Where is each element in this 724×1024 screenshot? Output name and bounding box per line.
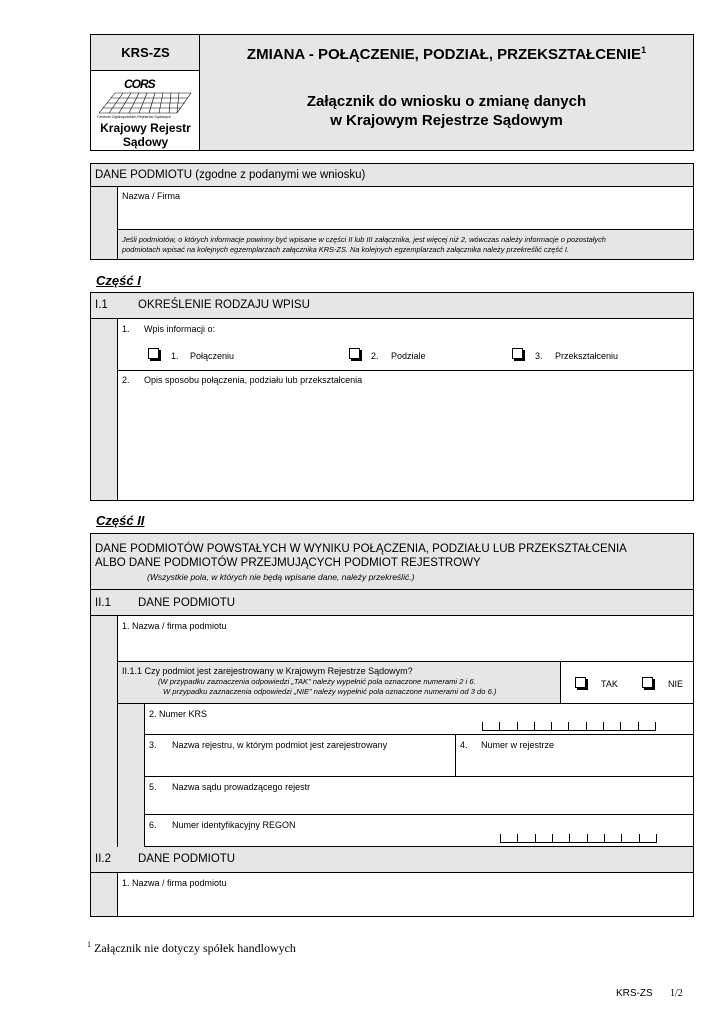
court-name-number: 5.: [149, 782, 157, 792]
entity-name-label: Nazwa / Firma: [122, 191, 181, 201]
part1-left-margin: [91, 319, 118, 500]
regon-field[interactable]: [145, 815, 693, 847]
registry-name-line2: Sądowy: [122, 135, 169, 149]
footnote: [87, 940, 296, 956]
section-ii1-heading-bar: [91, 590, 693, 616]
no-checkbox[interactable]: [642, 677, 653, 688]
part2-heading-note: (Wszystkie pola, w których nie będą wpisane dane, należy przekreślić.): [147, 572, 415, 582]
krs-question-note2: W przypadku zaznaczenia odpowiedzi „NIE” należy wypełnić pola oznaczone numerami od 3 do 6.): [163, 687, 497, 696]
title-cell: [200, 35, 693, 150]
cors-logo-subtext: Centrum Ogólnopolskich Rejestrów Sądowych: [97, 115, 171, 119]
logo-cell: [91, 71, 200, 150]
regon-number: 6.: [149, 820, 157, 830]
method-description-label: Opis sposobu połączenia, podziału lub przekształcenia: [144, 375, 363, 385]
footer-form-code: KRS-ZS: [616, 988, 653, 999]
entity-note-line1: Jeśli podmiotów, o których informacje powinny być wpisane w części II lub III załącznika, jest więcej niż 2, wówczas należy informacje o pozostałych: [122, 235, 606, 244]
section-ii1-title: DANE PODMIOTU: [138, 597, 236, 609]
form-title-text: ZMIANA - POŁĄCZENIE, PODZIAŁ, PRZEKSZTAŁCENIE: [246, 46, 642, 63]
part2-heading-bar: [91, 534, 693, 590]
register-number-label: Numer w rejestrze: [481, 740, 555, 750]
regon-label: Numer identyfikacyjny REGON: [172, 820, 296, 830]
transformation-option-number: 3.: [535, 351, 543, 361]
krs-number-comb: [482, 722, 656, 731]
fields-inner-margin: [118, 704, 145, 847]
krs-number-field[interactable]: [145, 704, 693, 735]
form-title-footnote-mark: 1: [641, 45, 647, 55]
part2-title: Część II: [96, 513, 145, 528]
division-option-label: Podziale: [391, 351, 426, 361]
division-checkbox[interactable]: [349, 348, 360, 359]
section-ii1-left-margin: [91, 616, 118, 847]
method-description-field[interactable]: [118, 371, 693, 500]
entity-note-cell: [118, 230, 693, 259]
merger-checkbox[interactable]: [148, 348, 159, 359]
ii1-entity-name-label: 1. Nazwa / firma podmiotu: [122, 621, 227, 631]
section-ii2-title: DANE PODMIOTU: [138, 853, 236, 865]
part2-section: [90, 533, 694, 917]
form-title: [200, 45, 693, 63]
ii2-entity-name-label: 1. Nazwa / firma podmiotu: [122, 878, 227, 888]
entry-type-field: [118, 319, 693, 371]
merger-option-number: 1.: [171, 351, 179, 361]
transformation-option-label: Przekształceniu: [555, 351, 619, 361]
krs-answer-cell: [560, 662, 693, 703]
entity-note-line2: podmiotach wpisać na kolejnych egzemplarzach załącznika KRS-ZS. Na kolejnych egzemplarzach załącznika należy przekreślić część I.: [122, 245, 569, 254]
footnote-text: Załącznik nie dotyczy spółek handlowych: [94, 941, 296, 955]
court-name-label: Nazwa sądu prowadzącego rejestr: [172, 782, 311, 792]
krs-number-label: 2. Numer KRS: [149, 709, 208, 719]
transformation-checkbox[interactable]: [512, 348, 523, 359]
cors-logo-grid: [97, 89, 193, 115]
section-i1-title: OKREŚLENIE RODZAJU WPISU: [138, 299, 310, 311]
entry-type-label: Wpis informacji o:: [144, 324, 216, 334]
krs-question-note1: (W przypadku zaznaczenia odpowiedzi „TAK” należy wypełnić pola oznaczone numerami 2 i 6.: [158, 677, 476, 686]
section-ii2-heading-bar: [91, 847, 693, 873]
merger-option-label: Połączeniu: [190, 351, 235, 361]
cors-logo: CORS: [124, 77, 155, 91]
entity-heading: DANE PODMIOTU (zgodne z podanymi we wniosku): [95, 169, 366, 181]
krs-question-row: [118, 662, 693, 704]
section-ii2-number: II.2: [95, 853, 111, 865]
form-code: KRS-ZS: [121, 45, 170, 60]
section-ii2-left-margin: [91, 873, 118, 916]
form-subtitle-line1: Załącznik do wniosku o zmianę danych: [306, 93, 587, 110]
register-name-number: 3.: [149, 740, 157, 750]
part2-heading-line2: ALBO DANE PODMIOTÓW PRZEJMUJĄCYCH PODMIOT REJESTROWY: [95, 557, 481, 569]
registry-name-line1: Krajowy Rejestr: [100, 121, 191, 135]
register-name-label: Nazwa rejestru, w którym podmiot jest zarejestrowany: [172, 740, 388, 750]
register-name-field[interactable]: [145, 735, 456, 777]
section-ii1-number: II.1: [95, 597, 111, 609]
court-name-field[interactable]: [145, 777, 693, 815]
footnote-mark: 1: [87, 940, 91, 949]
no-label: NIE: [668, 679, 684, 689]
footer-page-number: 1/2: [670, 988, 683, 999]
regon-comb: [500, 834, 657, 843]
register-number-field[interactable]: [456, 735, 693, 777]
section-i1-number: I.1: [95, 299, 108, 311]
division-option-number: 2.: [371, 351, 379, 361]
part1-title: Część I: [96, 273, 141, 288]
method-description-number: 2.: [122, 375, 130, 385]
form-subtitle-line2: w Krajowym Rejestrze Sądowym: [330, 112, 563, 129]
entity-heading-bar: [91, 164, 693, 187]
part2-heading-line1: DANE PODMIOTÓW POWSTAŁYCH W WYNIKU POŁĄCZENIA, PODZIAŁU LUB PRZEKSZTAŁCENIA: [95, 543, 627, 555]
ii1-entity-name-field[interactable]: [118, 616, 693, 662]
ii2-entity-name-field[interactable]: [118, 873, 693, 916]
form-code-cell: [91, 35, 200, 71]
entity-name-field[interactable]: [118, 187, 693, 230]
part1-heading-bar: [91, 293, 693, 319]
yes-label: TAK: [601, 679, 618, 689]
register-number-number: 4.: [460, 740, 468, 750]
entity-section: [90, 163, 694, 260]
entity-left-margin: [91, 187, 118, 259]
entry-type-number: 1.: [122, 324, 130, 334]
header-box: [90, 34, 694, 151]
part1-section: [90, 292, 694, 501]
yes-checkbox[interactable]: [575, 677, 586, 688]
krs-question-label: II.1.1 Czy podmiot jest zarejestrowany w Krajowym Rejestrze Sądowym?: [122, 666, 413, 676]
